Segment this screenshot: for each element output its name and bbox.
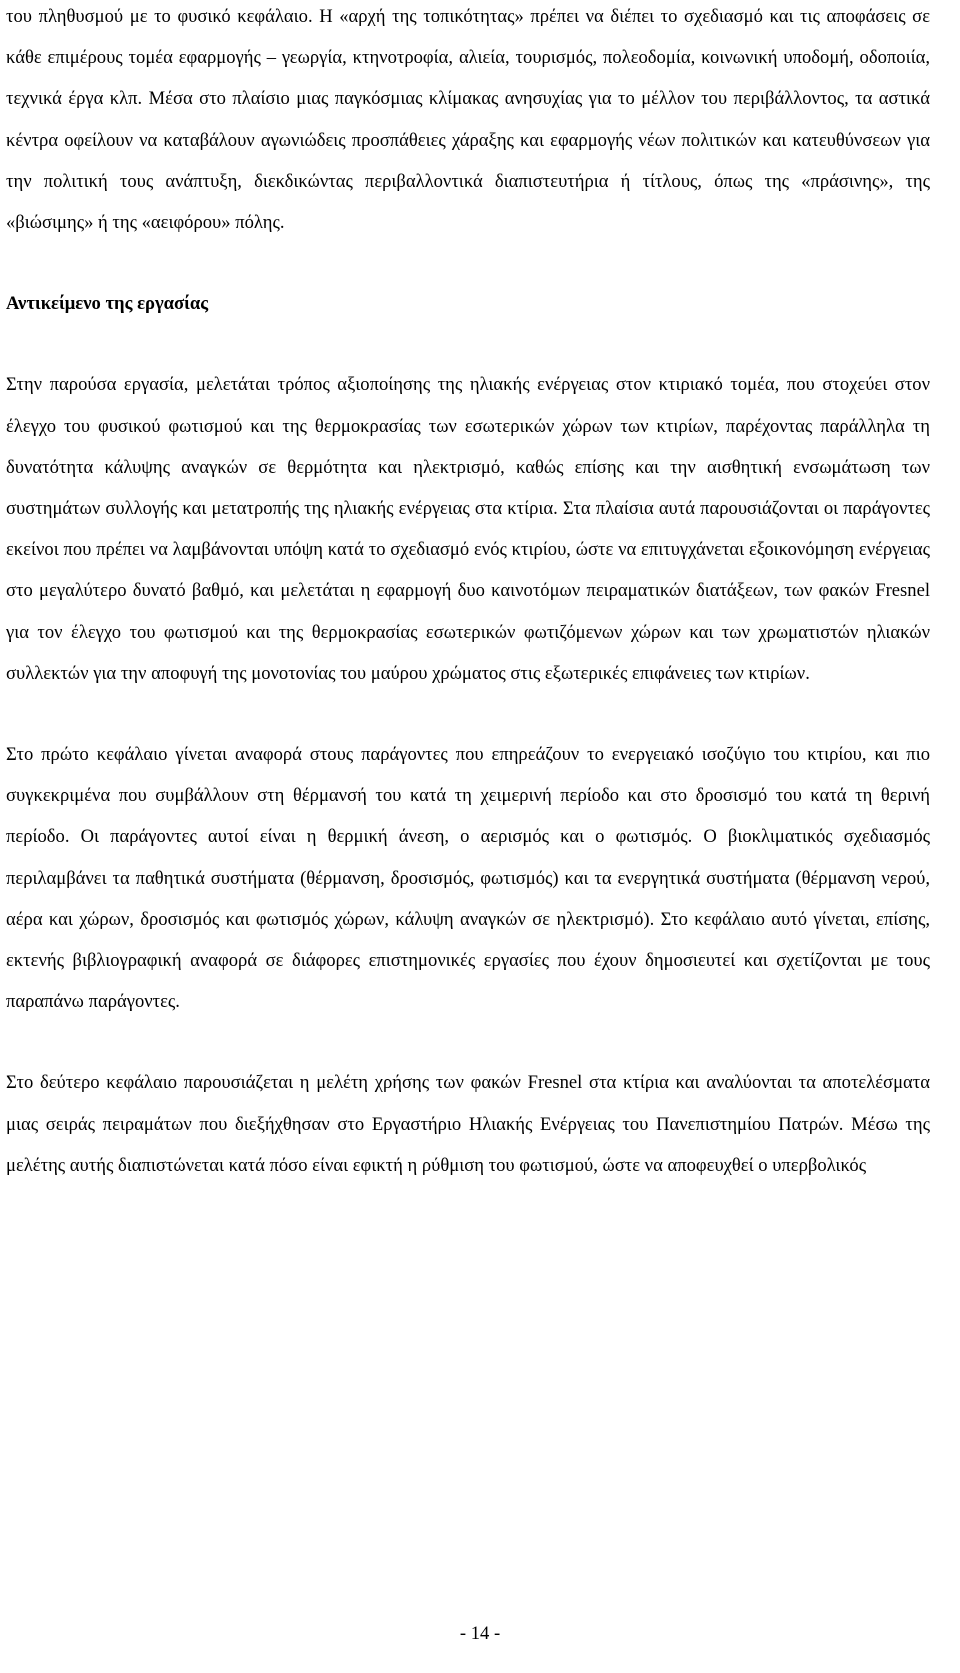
paragraph-intro: του πληθυσμού με το φυσικό κεφάλαιο. Η «αρχή της τοπικότητας» πρέπει να διέπει το σχεδιασμό και τις αποφάσεις σε κάθε επιμέρους τομέα εφαρμογής – γεωργία, κτηνοτροφία, αλιεία, τουρισμός, πολεοδομία, κοινωνική υποδομή, οδοποιία, τεχνικά έργα κλπ. Μέσα στο πλαίσιο μιας παγκόσμιας κλίμακας ανησυχίας για το μέλλον του περιβάλλοντος, τα αστικά κέντρα οφείλουν να καταβάλουν αγωνιώδεις προσπάθειες χάραξης και εφαρμογής νέων πολιτικών και κατευθύνσεων για την πολιτική τους ανάπτυξη, διεκδικώντας περιβαλλοντικά διαπιστευτήρια ή τίτλους, όπως της «πράσινης», της «βιώσιμης» ή της «αειφόρου» πόλης.	[6, 6, 930, 234]
paragraph-chapter-two: Στο δεύτερο κεφάλαιο παρουσιάζεται η μελέτη χρήσης των φακών Fresnel στα κτίρια και αναλύονται τα αποτελέσματα μιας σειράς πειραμάτων που διεξήχθησαν στο Εργαστήριο Ηλιακής Ενέργειας του Πανεπιστημίου Πατρών. Μέσω της μελέτης αυτής διαπιστώνεται κατά πόσο είναι εφικτή η ρύθμιση του φωτισμού, ώστε να αποφευχθεί ο υπερβολικός	[6, 1072, 930, 1176]
paragraph-objective: Στην παρούσα εργασία, μελετάται τρόπος αξιοποίησης της ηλιακής ενέργειας στον κτιριακό τομέα, που στοχεύει στον έλεγχο του φυσικού φωτισμού και της θερμοκρασίας των εσωτερικών χώρων των κτιρίων, παρέχοντας παράλληλα τη δυνατότητα κάλυψης αναγκών σε θερμότητα και ηλεκτρισμό, καθώς επίσης και την αισθητική ενσωμάτωση των συστημάτων συλλογής και μετατροπής της ηλιακής ενέργειας στα κτίρια. Στα πλαίσια αυτά παρουσιάζονται οι παράγοντες εκείνοι που πρέπει να λαμβάνονται υπόψη κατά το σχεδιασμό ενός κτιρίου, ώστε να επιτυγχάνεται εξοικονόμηση ενέργειας στο μεγαλύτερο δυνατό βαθμό, και μελετάται η εφαρμογή δυο καινοτόμων πειραματικών διατάξεων, των φακών Fresnel για τον έλεγχο του φωτισμού και της θερμοκρασίας εσωτερικών φωτιζόμενων χώρων και των χρωματιστών ηλιακών συλλεκτών για την αποφυγή της μονοτονίας του μαύρου χρώματος στις εξωτερικές επιφάνειες των κτιρίων.	[6, 374, 930, 684]
page-number: - 14 -	[459, 1623, 501, 1644]
paragraph-chapter-one: Στο πρώτο κεφάλαιο γίνεται αναφορά στους παράγοντες που επηρεάζουν το ενεργειακό ισοζύγιο του κτιρίου, και πιο συγκεκριμένα που συμβάλλουν στη θέρμανσή του κατά τη χειμερινή περίοδο και στο δροσισμό του κατά τη θερινή περίοδο. Οι παράγοντες αυτοί είναι η θερμική άνεση, ο αερισμός και ο φωτισμός. Ο βιοκλιματικός σχεδιασμός περιλαμβάνει τα παθητικά συστήματα (θέρμανση, δροσισμός, φωτισμός) και τα ενεργητικά συστήματα (θέρμανση νερού, αέρα και χώρων, δροσισμός και φωτισμός χώρων, κάλυψη αναγκών σε ηλεκτρισμό). Στο κεφάλαιο αυτό γίνεται, επίσης, εκτενής βιβλιογραφική αναφορά σε διάφορες επιστημονικές εργασίες που έχουν δημοσιευτεί και σχετίζονται με τους παραπάνω παράγοντες.	[6, 744, 930, 1013]
section-heading: Αντικείμενο της εργασίας	[6, 293, 209, 315]
